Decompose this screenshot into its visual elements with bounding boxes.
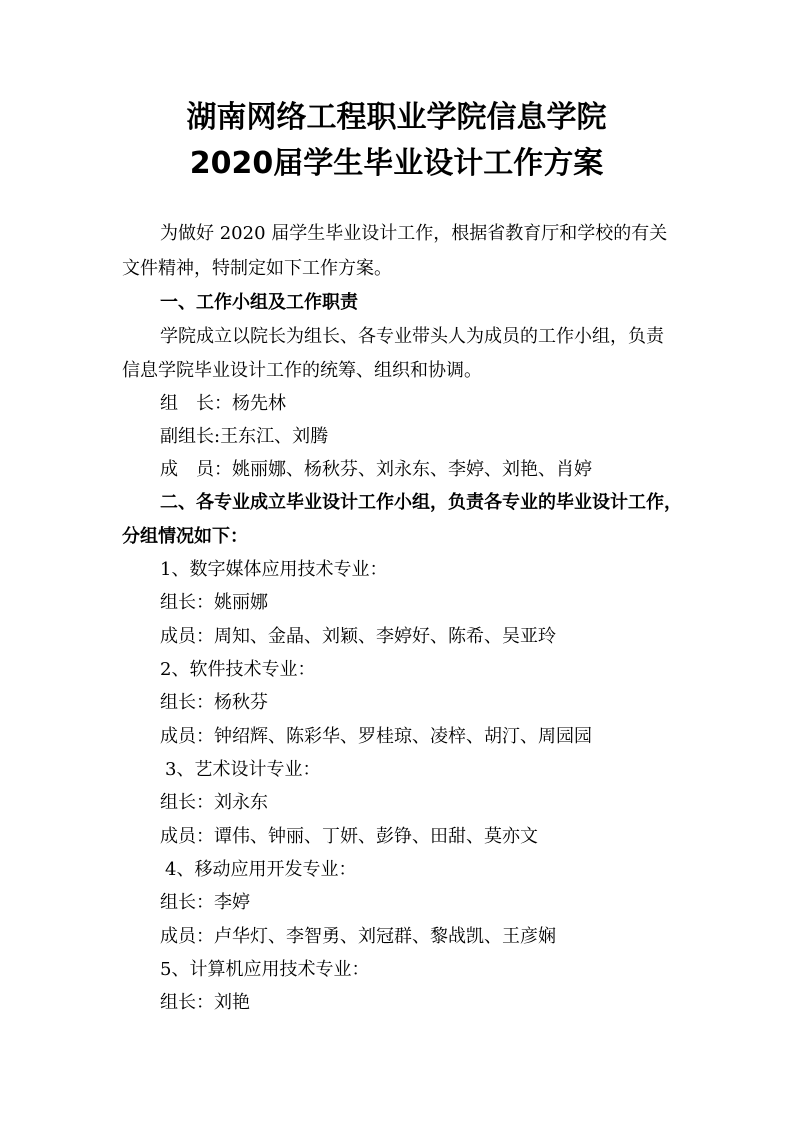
- group-1-name: 1、数字媒体应用技术专业：: [160, 559, 388, 580]
- document-title-line-2: 2020届学生毕业设计工作方案: [189, 146, 604, 181]
- group-5-leader: 组长：刘艳: [160, 992, 250, 1013]
- group-3-members: 成员：谭伟、钟丽、丁妍、彭铮、田甜、莫亦文: [160, 826, 538, 847]
- group-3-leader: 组长：刘永东: [160, 792, 268, 813]
- team-deputy-leader: 副组长:王东江、刘腾: [160, 426, 329, 447]
- section-1-paragraph-line-2: 信息学院毕业设计工作的统筹、组织和协调。: [122, 360, 482, 381]
- team-members: 成 员：姚丽娜、杨秋芬、刘永东、李婷、刘艳、肖婷: [160, 459, 592, 480]
- intro-paragraph-line-1: 为做好 2020 届学生毕业设计工作，根据省教育厅和学校的有关: [160, 223, 668, 244]
- intro-paragraph-line-2: 文件精神，特制定如下工作方案。: [122, 258, 392, 279]
- group-1-leader: 组长：姚丽娜: [160, 592, 268, 613]
- group-5-name: 5、计算机应用技术专业：: [160, 959, 370, 980]
- group-4-members: 成员：卢华灯、李智勇、刘冠群、黎战凯、王彦娴: [160, 926, 556, 947]
- group-1-members: 成员：周知、金晶、刘颖、李婷好、陈希、吴亚玲: [160, 626, 556, 647]
- group-3-name: 3、艺术设计专业：: [165, 759, 321, 780]
- section-1-paragraph-line-1: 学院成立以院长为组长、各专业带头人为成员的工作小组，负责: [160, 326, 664, 347]
- section-1-heading: 一、工作小组及工作职责: [160, 292, 358, 313]
- section-2-heading-line-1: 二、各专业成立毕业设计工作小组，负责各专业的毕业设计工作，: [160, 492, 682, 513]
- document-title-line-1: 湖南网络工程职业学院信息学院: [186, 100, 607, 135]
- section-2-heading-line-2: 分组情况如下：: [122, 526, 248, 547]
- group-2-leader: 组长：杨秋芬: [160, 692, 268, 713]
- group-2-name: 2、软件技术专业：: [160, 659, 316, 680]
- group-4-name: 4、移动应用开发专业：: [165, 859, 357, 880]
- group-2-members: 成员：钟绍辉、陈彩华、罗桂琼、凌梓、胡汀、周园园: [160, 726, 592, 747]
- group-4-leader: 组长：李婷: [160, 892, 250, 913]
- team-leader: 组 长：杨先林: [160, 393, 286, 414]
